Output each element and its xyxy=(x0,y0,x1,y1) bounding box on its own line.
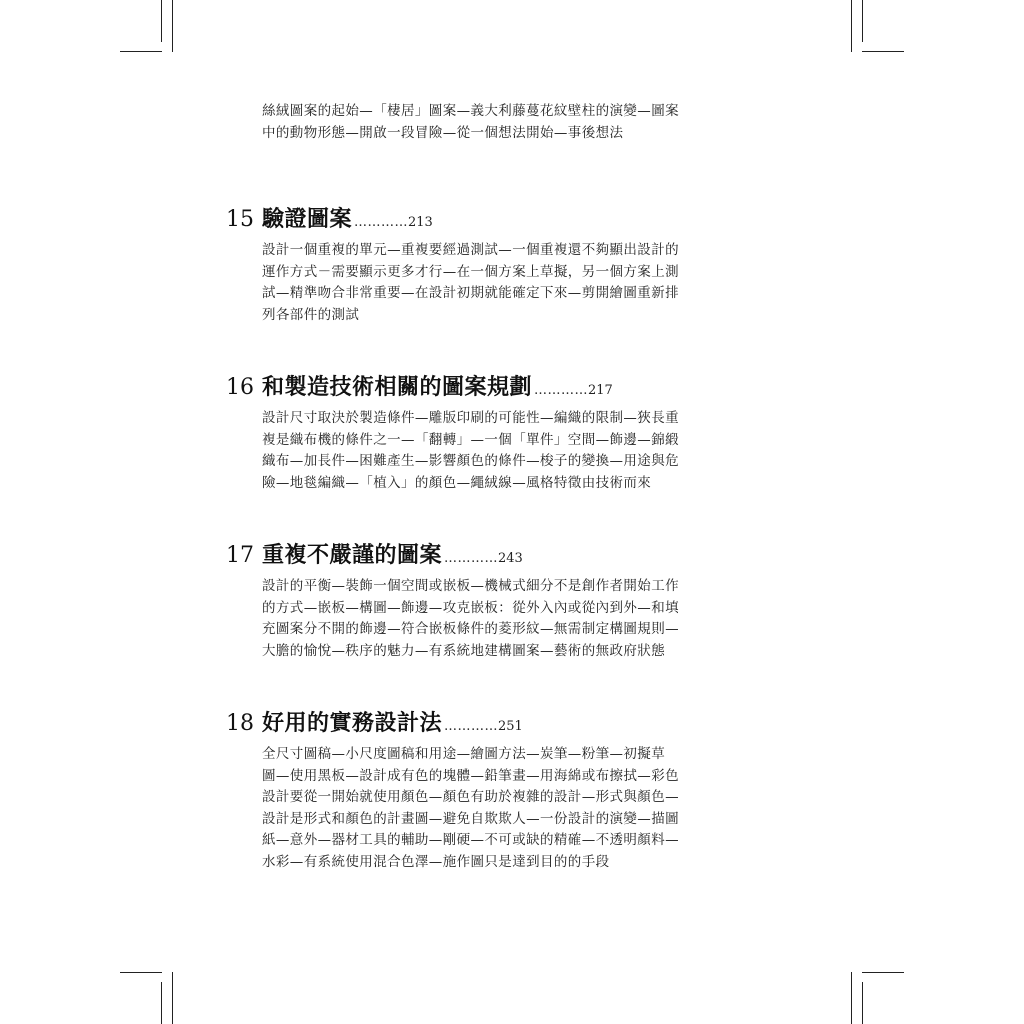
desc-line: 設計要從一開始就使用顏色—顏色有助於複雜的設計—形式與顏色— xyxy=(262,789,679,805)
page-number: 217 xyxy=(588,383,613,398)
chapter-title: 驗證圖案 xyxy=(262,206,353,232)
desc-line: 設計尺寸取決於製造條件—雕版印刷的可能性—編織的限制—狹長重 xyxy=(262,410,679,426)
chapter-number: 15 xyxy=(226,207,254,232)
page-number: 251 xyxy=(498,719,523,734)
desc-line: 險—地毯編織—「植入」的顏色—繩絨線—風格特徵由技術而來 xyxy=(262,474,652,491)
desc-line: 充圖案分不開的飾邊—符合嵌板條件的菱形紋—無需制定構圖規則— xyxy=(262,621,679,637)
chapter-description xyxy=(262,744,686,873)
chapter-17 xyxy=(226,538,686,662)
chapter-description xyxy=(262,240,686,326)
page-number: 243 xyxy=(498,551,523,566)
desc-line: 水彩—有系統使用混合色澤—施作圖只是達到目的的手段 xyxy=(262,853,610,870)
leader-dots: ………… xyxy=(534,383,589,398)
page-number: 213 xyxy=(408,215,433,230)
chapter-title: 和製造技術相關的圖案規劃 xyxy=(262,374,533,400)
desc-line: 絲絨圖案的起始—「棲居」圖案—義大利藤蔓花紋壁柱的演變—圖案 xyxy=(262,103,679,119)
desc-line: 複是織布機的條件之一—「翻轉」—一個「單件」空間—飾邊—錦緞 xyxy=(262,431,679,448)
chapter-number: 16 xyxy=(226,375,254,400)
desc-line: 織布—加長件—困難產生—影響顏色的條件—梭子的變換—用途與危 xyxy=(262,453,679,469)
desc-line: 設計是形式和顏色的計畫圖—避免自欺欺人—一份設計的演變—描圖 xyxy=(262,810,679,827)
chapter-18 xyxy=(226,706,686,873)
desc-line: 圖—使用黑板—設計成有色的塊體—鉛筆畫—用海綿或布擦拭—彩色 xyxy=(262,767,679,784)
chapter-heading[interactable] xyxy=(226,538,686,572)
desc-line: 大膽的愉悅—秩序的魅力—有系統地建構圖案—藝術的無政府狀態 xyxy=(262,642,666,659)
chapter-heading[interactable] xyxy=(226,202,686,236)
desc-line: 紙—意外—器材工具的輔助—剛硬—不可或缺的精確—不透明顏料— xyxy=(262,832,679,848)
chapter-number: 18 xyxy=(226,711,254,736)
chapter-15 xyxy=(226,202,686,326)
desc-line: 中的動物形態—開啟一段冒險—從一個想法開始—事後想法 xyxy=(262,124,624,141)
chapter-description xyxy=(262,408,686,494)
desc-line: 的方式—嵌板—構圖—飾邊—攻克嵌板：從外入內或從內到外—和填 xyxy=(262,599,679,616)
desc-line: 設計一個重複的單元—重複要經過測試—一個重複還不夠顯出設計的 xyxy=(262,242,679,258)
chapter-heading[interactable] xyxy=(226,706,686,740)
chapter-title: 重複不嚴謹的圖案 xyxy=(262,542,443,568)
leader-dots: ………… xyxy=(354,215,409,230)
chapter-16 xyxy=(226,370,686,494)
chapter-heading[interactable] xyxy=(226,370,686,404)
leader-dots: ………… xyxy=(444,551,499,566)
desc-line: 全尺寸圖稿—小尺度圖稿和用途—繪圖方法—炭筆—粉筆—初擬草 xyxy=(262,746,666,762)
desc-line: 設計的平衡—裝飾一個空間或嵌板—機械式細分不是創作者開始工作 xyxy=(262,578,679,594)
desc-line: 列各部件的測試 xyxy=(262,306,360,323)
chapter-number: 17 xyxy=(226,543,254,568)
chapter-description xyxy=(262,576,686,662)
leader-dots: ………… xyxy=(444,719,499,734)
desc-line: 試—精準吻合非常重要—在設計初期就能確定下來—剪開繪圖重新排 xyxy=(262,285,679,301)
intro-description xyxy=(262,101,682,144)
chapter-title: 好用的實務設計法 xyxy=(262,710,443,736)
desc-line: 運作方式－需要顯示更多才行—在一個方案上草擬，另一個方案上測 xyxy=(262,263,679,280)
